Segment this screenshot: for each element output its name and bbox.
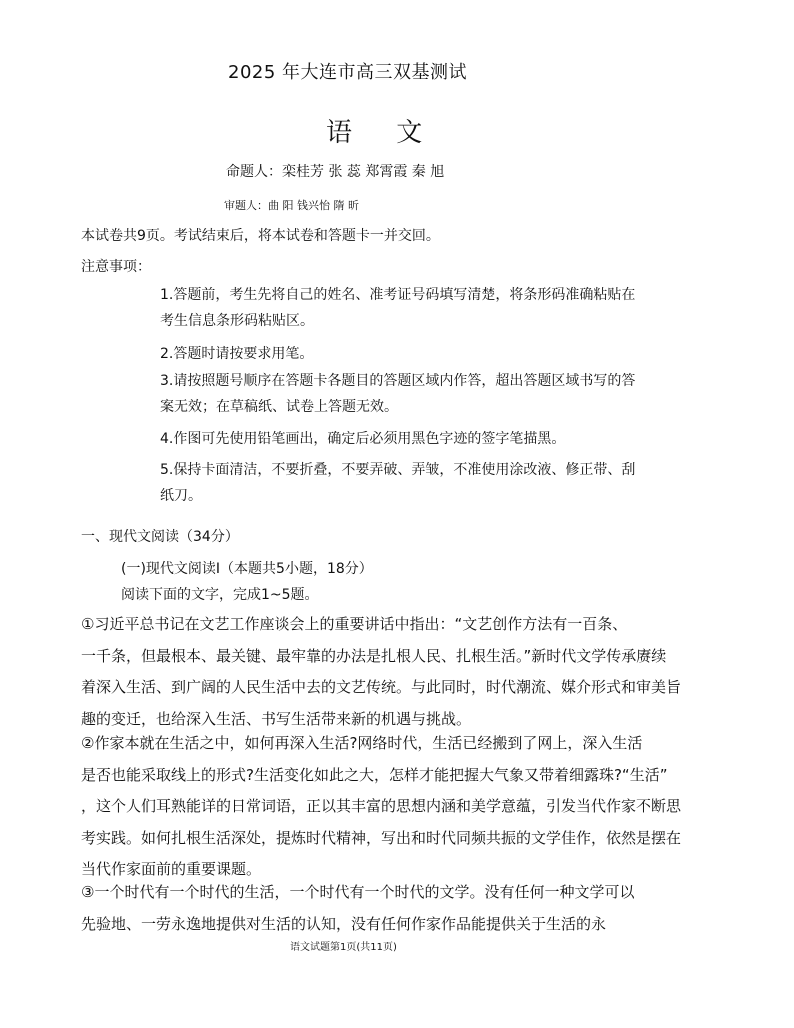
notice-heading: 注意事项：	[81, 259, 151, 275]
notice-item-2	[160, 341, 313, 367]
page-footer: 语文试题第1页(共11页)	[290, 942, 397, 953]
notice-item-5	[160, 457, 635, 509]
passage-line: 当代作家面前的重要课题。	[81, 860, 262, 878]
passage-paragraph-1	[81, 609, 711, 735]
passage-line: 趣的变迁，也给深入生活、书写生活带来新的机遇与挑战。	[81, 709, 472, 728]
reading-instruction: 阅读下面的文字，完成1~5题。	[121, 587, 319, 603]
notice-line: 5.保持卡面清洁，不要折叠，不要弄破、弄皱，不准使用涂改液、修正带、刮	[160, 462, 636, 478]
passage-line: ，这个人们耳熟能详的日常词语，正以其丰富的思想内涵和美学意蕴，引发当代作家不断思	[81, 797, 682, 815]
notice-line: 纸刀。	[160, 488, 202, 504]
passage-paragraph-2	[81, 728, 711, 886]
notice-item-3	[160, 368, 635, 420]
notice-item-4	[160, 426, 565, 452]
passage-line: 先验地、一劳永逸地提供对生活的认知，没有任何作家作品能提供关于生活的永	[81, 914, 607, 933]
passage-line: ①习近平总书记在文艺工作座谈会上的重要讲话中指出：“文艺创作方法有一百条、	[81, 615, 628, 633]
notice-line: 考生信息条形码粘贴区。	[160, 313, 314, 329]
passage-line: 一千条，但最根本、最关键、最牢靠的办法是扎根人民、扎根生活。”新时代文学传承赓续	[81, 646, 667, 665]
notice-line: 4.作图可先使用铅笔画出，确定后必须用黑色字迹的签字笔描黑。	[160, 431, 566, 447]
passage-line: 着深入生活、到广阔的人民生活中去的文艺传统。与此同时，时代潮流、媒介形式和审美旨	[81, 678, 682, 696]
passage-line: 是否也能采取线上的形式?生活变化如此之大，怎样才能把握大气象又带着细露珠?“生活”	[81, 765, 668, 784]
subject-title: 语 文	[326, 118, 441, 148]
question-authors: 命题人：栾桂芳 张 蕊 郑霄霞 秦 旭	[226, 164, 445, 180]
notice-line: 3.请按照题号顺序在答题卡各题目的答题区域内作答，超出答题区域书写的答	[160, 373, 636, 389]
question-reviewers: 审题人：曲 阳 钱兴怡 隋 昕	[224, 199, 359, 212]
notice-line: 2.答题时请按要求用笔。	[160, 346, 314, 362]
notice-line: 案无效；在草稿纸、试卷上答题无效。	[160, 399, 398, 415]
notice-item-1	[160, 282, 635, 334]
passage-paragraph-3	[81, 877, 711, 940]
passage-line: ②作家本就在生活之中，如何再深入生活?网络时代，生活已经搬到了网上，深入生活	[81, 734, 643, 752]
passage-line: ③一个时代有一个时代的生活，一个时代有一个时代的文学。没有任何一种文学可以	[81, 883, 635, 901]
subsection-heading: (一)现代文阅读Ⅰ（本题共5小题，18分）	[121, 561, 373, 577]
passage-line: 考实践。如何扎根生活深处，提炼时代精神，写出和时代同频共振的文学佳作，依然是摆在	[81, 828, 682, 847]
notice-line: 1.答题前，考生先将自己的姓名、准考证号码填写清楚，将条形码准确粘贴在	[160, 287, 636, 303]
section-heading: 一、现代文阅读（34分）	[81, 529, 239, 545]
exam-intro: 本试卷共9页。考试结束后，将本试卷和答题卡一并交回。	[81, 228, 440, 244]
exam-title: 2025 年大连市高三双基测试	[228, 62, 468, 83]
